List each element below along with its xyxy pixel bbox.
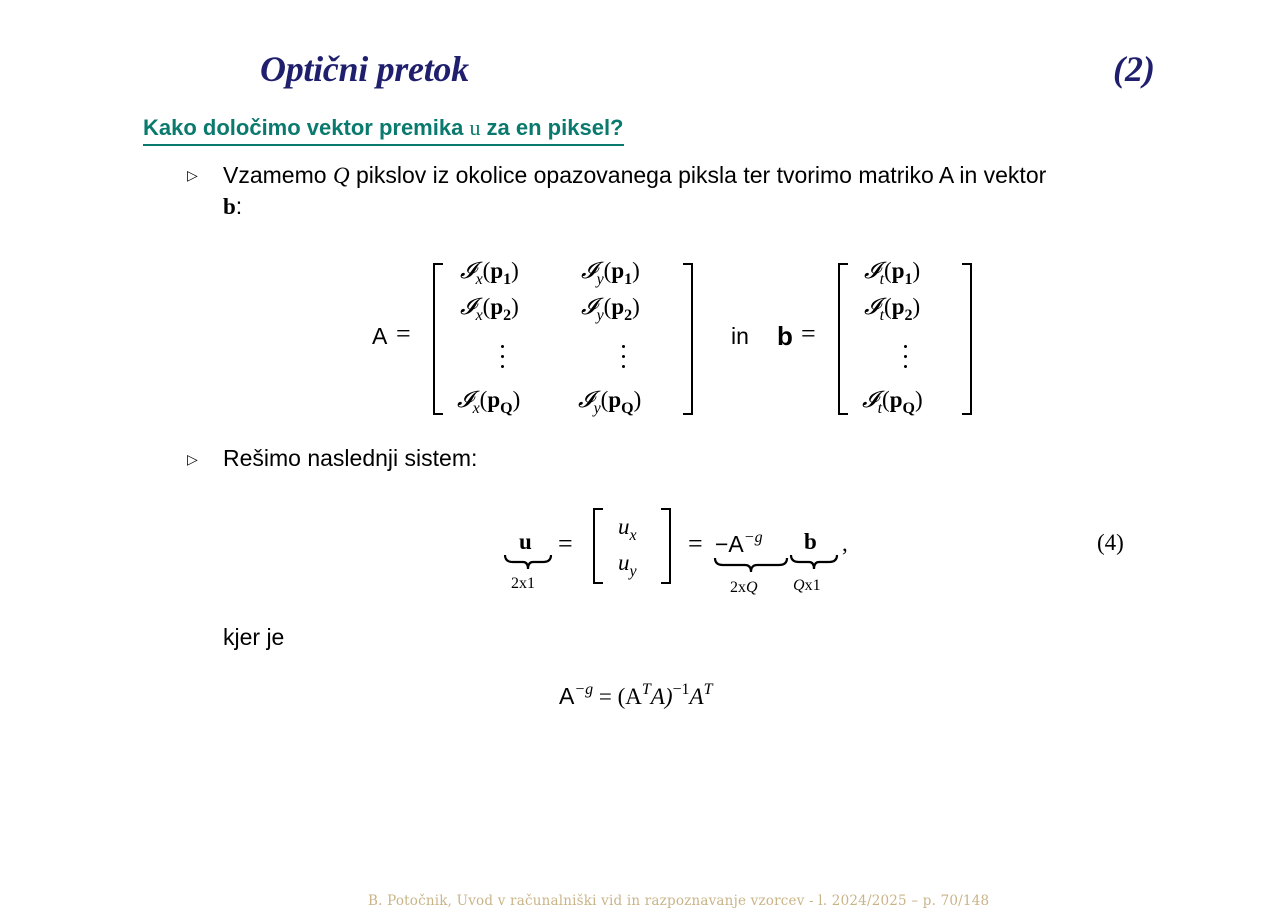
underbrace-neg-a: [713, 556, 789, 574]
bullet-1-part-a: Vzamemo: [223, 162, 333, 188]
vector-b-right-bracket: [962, 263, 972, 415]
matrix-a-vdots: [622, 345, 626, 375]
subtitle-text-after: za en piksel?: [480, 115, 624, 140]
bullet-1-colon: :: [235, 193, 243, 219]
matrix-a-cell: $𝓘_y(p_1)$: [581, 258, 640, 288]
system-left-bracket: [593, 508, 603, 584]
bullet-text-2: Rešimo naslednji sistem:: [223, 445, 478, 471]
system-ux-sub: x: [629, 527, 637, 544]
equals-sign: =: [396, 319, 411, 348]
bullet-text-1-line2: [223, 191, 242, 222]
where-text: kjer je: [223, 624, 285, 650]
pseudo-lhs-sup: −g: [574, 681, 594, 698]
system-ux: [618, 514, 637, 544]
system-comma: ,: [842, 531, 848, 556]
vector-b-cell: $𝓘_t(p_2)$: [864, 294, 921, 324]
matrix-a-cell: $𝓘_x(p_2)$: [460, 294, 519, 324]
bullet-1-var-q: Q: [332, 163, 350, 188]
equals-sign: =: [801, 319, 816, 348]
slide-number: (2): [1113, 49, 1155, 89]
subtitle-text-before: Kako določimo vektor premika: [143, 115, 470, 140]
pseudo-rhs-sup-inv: −1: [672, 681, 690, 698]
system-u-dim: 2x1: [511, 575, 535, 592]
system-u: u: [519, 529, 532, 554]
pseudo-rhs-end: A: [689, 684, 704, 709]
system-neg-a-dim: 2xQ: [730, 579, 758, 596]
pseudo-inverse-equation: [559, 683, 713, 710]
bullet-text-1: [223, 160, 1046, 191]
matrix-a-cell: $𝓘_x(p_Q)$: [457, 387, 521, 417]
matrix-a-right-bracket: [683, 263, 693, 415]
subtitle-variable: u: [469, 115, 481, 140]
system-uy: [618, 550, 637, 580]
matrix-a-cell: $𝓘_x(p_1)$: [460, 258, 519, 288]
bullet-1-var-b: b: [223, 194, 236, 219]
system-neg-a-sup: −g: [743, 529, 763, 546]
slide-subtitle: [143, 114, 624, 146]
system-uy-sub: y: [629, 563, 637, 580]
equation-number: (4): [1097, 530, 1124, 555]
vector-b-cell: $𝓘_t(p_1)$: [864, 258, 921, 288]
matrix-a-cell: $𝓘_y(p_Q)$: [578, 387, 642, 417]
system-neg-a: [715, 531, 763, 558]
pseudo-rhs-open: = (A: [598, 684, 642, 709]
bullet-triangle-icon: ▷: [187, 452, 198, 468]
connector-in: in: [731, 323, 749, 349]
pseudo-rhs-sup-t1: T: [641, 681, 651, 698]
matrix-a-label: A: [372, 323, 388, 349]
bullet-triangle-icon: ▷: [187, 168, 198, 184]
pseudo-lhs: A: [559, 683, 575, 709]
system-ux-base: u: [618, 514, 630, 539]
system-uy-base: u: [618, 550, 630, 575]
vector-b-cell: $𝓘_t(p_Q)$: [862, 387, 923, 417]
underbrace-u: [503, 553, 553, 571]
vector-b-vdots: [904, 345, 908, 375]
matrix-a-cell: $𝓘_y(p_2)$: [581, 294, 640, 324]
system-b: b: [804, 529, 817, 554]
system-neg-a-base: −A: [715, 531, 744, 557]
equals-sign: =: [558, 529, 573, 558]
slide-footer: B. Potočnik, Uvod v računalniški vid in razpoznavanje vzorcev - l. 2024/2025 – p. 70/148: [368, 893, 990, 909]
matrix-a-left-bracket: [433, 263, 443, 415]
matrix-a-vdots: [501, 345, 505, 375]
pseudo-rhs-sup-t2: T: [703, 681, 713, 698]
vector-b-label: b: [777, 321, 793, 351]
slide-title: Optični pretok: [260, 49, 469, 89]
underbrace-b: [789, 553, 839, 571]
system-right-bracket: [661, 508, 671, 584]
pseudo-rhs-mid: A): [650, 684, 673, 709]
equals-sign: =: [688, 529, 703, 558]
bullet-1-part-b: pikslov iz okolice opazovanega piksla ter tvorimo matriko A in vektor: [349, 162, 1047, 188]
system-b-dim: Qx1: [793, 577, 821, 594]
vector-b-left-bracket: [838, 263, 848, 415]
